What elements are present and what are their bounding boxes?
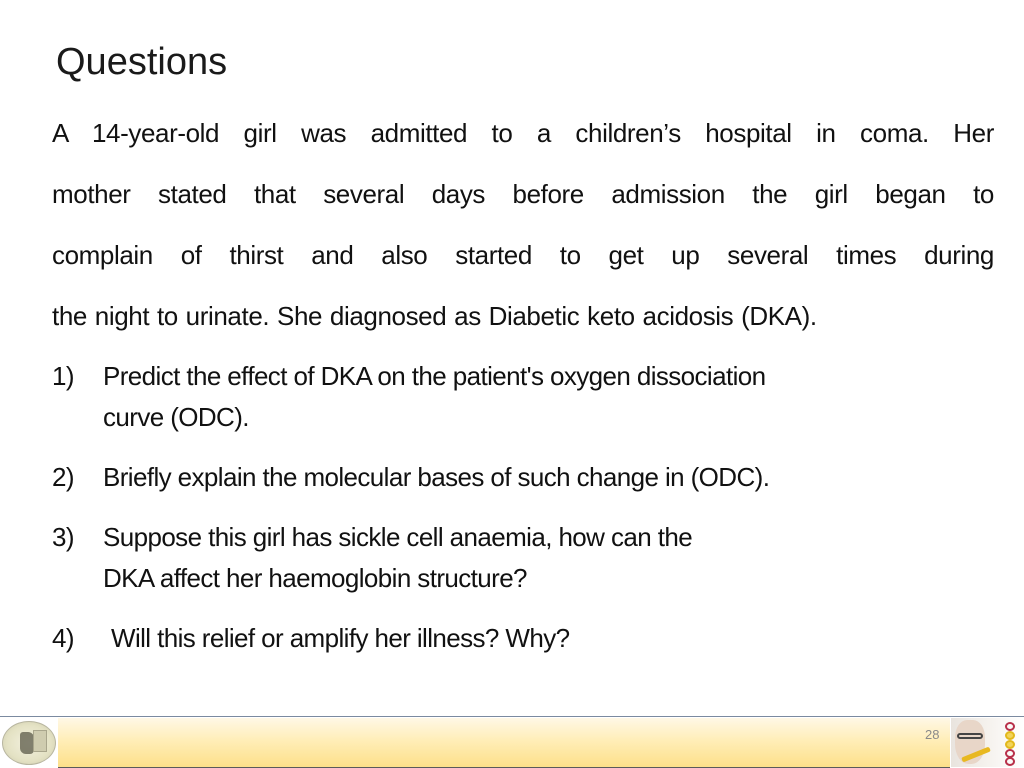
case-line-1: A 14-year-old girl was admitted to a children’s hospital in coma. Her xyxy=(52,118,994,148)
question-number: 1) xyxy=(52,361,74,391)
question-item xyxy=(52,618,992,659)
university-seal-icon xyxy=(2,721,56,765)
question-list xyxy=(52,356,992,678)
dna-icon xyxy=(1005,722,1015,766)
question-number: 3) xyxy=(52,522,74,552)
slide-title: Questions xyxy=(56,41,228,83)
page-number: 28 xyxy=(925,727,940,742)
question-number: 2) xyxy=(52,462,74,492)
case-line-4: the night to urinate. She diagnosed as Diabetic keto acidosis (DKA). xyxy=(52,301,817,331)
question-text-line: Will this relief or amplify her illness? Why? xyxy=(111,623,570,653)
question-text-line: Suppose this girl has sickle cell anaemia, how can the xyxy=(103,522,693,552)
case-line-2: mother stated that several days before admission the girl began to xyxy=(52,179,994,209)
footer-gradient-band xyxy=(58,718,950,768)
question-number: 4) xyxy=(52,623,74,653)
question-item xyxy=(52,457,992,498)
question-item xyxy=(52,517,992,599)
doctor-dna-image xyxy=(951,718,1024,767)
question-text-line: DKA affect her haemoglobin structure? xyxy=(103,563,527,593)
glasses-shape xyxy=(957,733,983,739)
case-description xyxy=(52,103,994,347)
slide-footer xyxy=(0,716,1024,768)
case-line-3: complain of thirst and also started to get up several times during xyxy=(52,240,994,270)
question-text-line: Briefly explain the molecular bases of such change in (ODC). xyxy=(103,462,770,492)
question-item xyxy=(52,356,992,438)
question-text-line: curve (ODC). xyxy=(103,402,249,432)
question-text-line: Predict the effect of DKA on the patient's oxygen dissociation xyxy=(103,361,766,391)
